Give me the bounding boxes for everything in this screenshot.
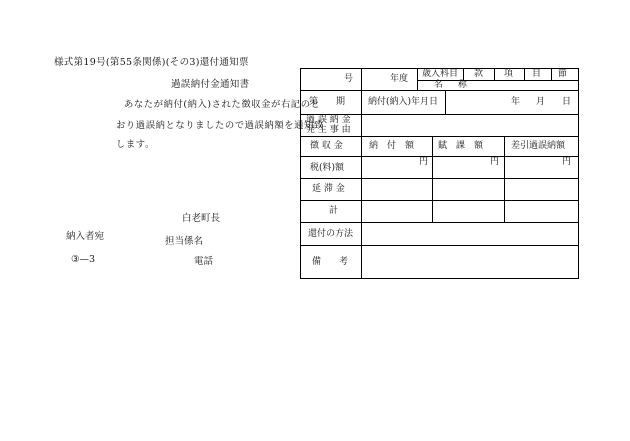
remarks-label: 備 考 — [312, 257, 349, 267]
refund-method-label: 還付の方法 — [308, 229, 354, 239]
setsu-label: 節 — [558, 69, 568, 79]
assessed-amount-label: 賦 課 額 — [438, 141, 484, 151]
staff-label: 担当係名 — [165, 236, 204, 247]
name-label: 名 称 — [434, 80, 473, 90]
term-label: 第 期 — [309, 97, 346, 107]
kan-label: 款 — [474, 69, 484, 79]
collected-label: 徴 収 金 — [310, 141, 343, 151]
yen-diff: 円 — [562, 157, 572, 167]
cause-line-2: 発 生 事 由 — [306, 125, 351, 135]
tax-label: 税(料)額 — [310, 163, 345, 173]
notice-line-3: します。 — [116, 139, 155, 150]
yen-paid: 円 — [419, 157, 429, 167]
issuer: 白老町長 — [182, 213, 221, 224]
late-fee-label: 延 滞 金 — [312, 184, 345, 194]
month-label: 月 — [536, 97, 546, 107]
total-label: 計 — [329, 206, 339, 216]
cause-line-1: 過 誤 納 金 — [306, 115, 351, 125]
phone-label: 電話 — [194, 256, 214, 267]
year-label: 年 — [511, 97, 521, 107]
paid-amount-label: 納 付 額 — [369, 141, 415, 151]
moku-label: 目 — [532, 69, 542, 79]
number-label: ③—3 — [71, 254, 96, 265]
number-label-cell: 号 — [344, 74, 354, 84]
form-id: 様式第19号(第55条関係)(その3)還付通知票 — [54, 57, 249, 68]
diff-amount-label: 差引過誤納額 — [511, 141, 566, 151]
recipient-label: 納入者宛 — [66, 231, 105, 242]
fiscal-year-label: 年度 — [390, 74, 409, 84]
payment-date-label: 納付(納入)年月日 — [368, 97, 439, 107]
notice-line-1: あなたが納付(納入)された徴収金が右記のと — [124, 99, 321, 110]
budget-subject-label: 歳入科目 — [422, 69, 459, 79]
notice-title: 過誤納付金通知書 — [171, 79, 250, 90]
kou-label: 項 — [504, 69, 514, 79]
notice-line-2: おり過誤納となりましたので過誤納額を通知致 — [116, 120, 324, 131]
yen-assessed: 円 — [490, 157, 500, 167]
day-label: 日 — [562, 97, 572, 107]
